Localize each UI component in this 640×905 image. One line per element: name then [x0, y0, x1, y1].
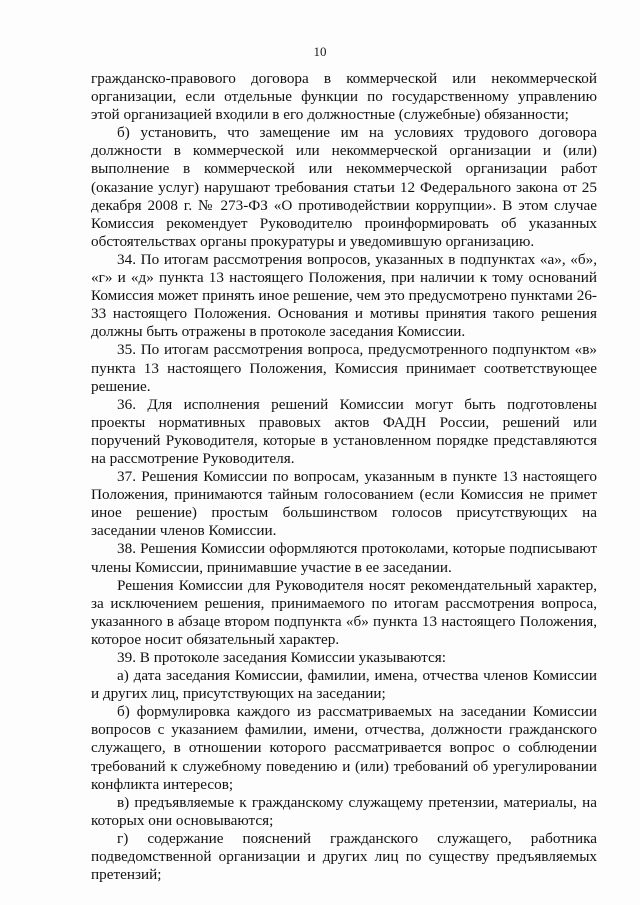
page-number: 10: [313, 44, 327, 59]
paragraph-39v: в) предъявляемые к гражданскому служащему претензии, материалы, на которых они основываются;: [91, 793, 597, 829]
paragraph-34: 34. По итогам рассмотрения вопросов, указанных в подпунктах «а», «б», «г» и «д» пункта 13 настоящего Положения, при наличии к тому оснований Комиссия может принять иное решение, чем это предусмотрено пунктами 26-33 настоящего Положения. Основания и мотивы принятия такого решения должны быть отражены в протоколе заседания Комиссии.: [91, 250, 597, 341]
paragraph-33b: б) установить, что замещение им на условиях трудового договора должности в коммерческой или некоммерческой организации и (или) выполнение в коммерческой или некоммерческой организации работ (оказание услуг) нарушают требования статьи 12 Федерального закона от 25 декабря 2008 г. № 273-ФЗ «О противодействии коррупции». В этом случае Комиссия рекомендует Руководителю проинформировать об указанных обстоятельствах органы прокуратуры и уведомившую организацию.: [91, 124, 597, 250]
paragraph-39: 39. В протоколе заседания Комиссии указываются:: [117, 649, 446, 666]
paragraph-39g: г) содержание пояснений гражданского служащего, работника подведомственной организации и других лиц по существу предъявляемых претензий;: [91, 829, 597, 884]
paragraph-continuation: гражданско-правового договора в коммерческой или некоммерческой организации, если отдельные функции по государственному управлению этой организацией входили в его должностные (служебные) обязанности;: [91, 70, 597, 124]
paragraph-38: 38. Решения Комиссии оформляются протоколами, которые подписывают члены Комиссии, принимавшие участие в ее заседании.: [91, 540, 597, 576]
paragraph-35: 35. По итогам рассмотрения вопроса, предусмотренного подпунктом «в» пункта 13 настоящего Положения, Комиссия принимает соответствующее решение.: [91, 341, 597, 395]
paragraph-39a: а) дата заседания Комиссии, фамилии, имена, отчества членов Комиссии и других лиц, присутствующих на заседании;: [91, 667, 597, 703]
paragraph-36: 36. Для исполнения решений Комиссии могут быть подготовлены проекты нормативных правовых актов ФАДН России, решений или поручений Руководителя, которые в установленном порядке представляются на рассмотрение Руководителя.: [91, 395, 597, 467]
paragraph-37: 37. Решения Комиссии по вопросам, указанным в пункте 13 настоящего Положения, принимаются тайным голосованием (если Комиссия не примет иное решение) простым большинством голосов присутствующих на заседании членов Комиссии.: [91, 468, 597, 540]
paragraph-39b: б) формулировка каждого из рассматриваемых на заседании Комиссии вопросов с указанием фамилии, имени, отчества, должности гражданского служащего, в отношении которого рассматривается вопрос о соблюдении требований к служебному поведению и (или) требований об урегулировании конфликта интересов;: [91, 703, 597, 793]
paragraph-38-second: Решения Комиссии для Руководителя носят рекомендательный характер, за исключением решения, принимаемого по итогам рассмотрения вопроса, указанного в абзаце втором подпункта «б» пункта 13 настоящего Положения, которое носит обязательный характер.: [91, 576, 597, 648]
document-body: [91, 70, 597, 884]
